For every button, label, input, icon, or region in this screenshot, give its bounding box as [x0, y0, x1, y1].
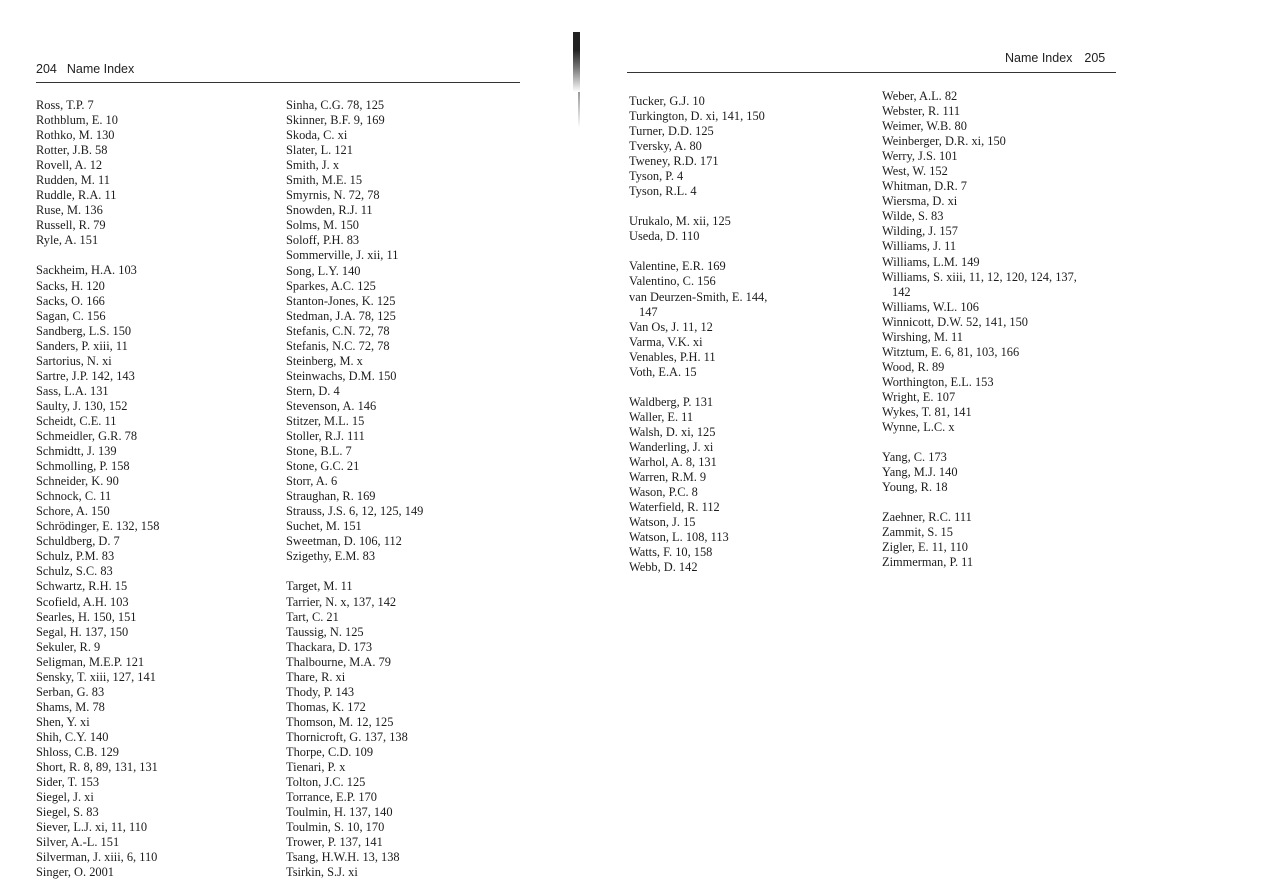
index-entry: Shams, M. 78	[36, 699, 105, 714]
index-letter-group	[36, 263, 159, 880]
index-entry: Yang, C. 173	[882, 450, 947, 465]
index-entry: Schuldberg, D. 7	[36, 534, 120, 549]
index-entry: Zimmerman, P. 11	[882, 555, 974, 570]
index-entry: Warhol, A. 8, 131	[629, 454, 717, 469]
right-page-header	[1005, 51, 1105, 65]
index-letter-group	[36, 98, 159, 248]
index-entry: Tucker, G.J. 10	[629, 94, 705, 108]
index-entry: Webb, D. 142	[629, 560, 698, 575]
index-entry: Thomson, M. 12, 125	[286, 714, 394, 729]
index-entry: Steinwachs, D.M. 150	[286, 368, 397, 383]
index-entry: Whitman, D.R. 7	[882, 179, 968, 194]
index-entry: Thomas, K. 172	[286, 699, 366, 714]
index-entry: Worthington, E.L. 153	[882, 374, 994, 389]
index-entry: Schore, A. 150	[36, 504, 110, 519]
index-entry: West, W. 152	[882, 164, 948, 179]
index-entry: Thornicroft, G. 137, 138	[286, 729, 408, 744]
index-entry: Silverman, J. xiii, 6, 110	[36, 850, 158, 865]
index-entry: Thorpe, C.D. 109	[286, 744, 374, 759]
index-entry: Sekuler, R. 9	[36, 639, 101, 654]
index-entry: Schwartz, R.H. 15	[36, 579, 128, 594]
index-entry: Torrance, E.P. 170	[286, 790, 378, 805]
index-entry: Siegel, S. 83	[36, 805, 99, 820]
index-entry: Sacks, O. 166	[36, 293, 105, 308]
index-entry: Shloss, C.B. 129	[36, 744, 119, 759]
index-entry: Soloff, P.H. 83	[286, 233, 360, 248]
index-entry: van Deurzen-Smith, E. 144,	[629, 289, 768, 304]
index-entry: Segal, H. 137, 150	[36, 624, 129, 639]
index-entry: Trower, P. 137, 141	[286, 835, 383, 850]
index-entry: Watson, J. 15	[629, 515, 696, 530]
index-entry: Schneider, K. 90	[36, 474, 119, 489]
index-entry: Stoller, R.J. 111	[286, 429, 365, 444]
index-entry: Song, L.Y. 140	[286, 263, 361, 278]
index-entry: Stedman, J.A. 78, 125	[286, 308, 396, 323]
index-entry: Tversky, A. 80	[629, 139, 702, 154]
index-entry: Silver, A.-L. 151	[36, 835, 120, 850]
index-letter-group	[286, 98, 423, 564]
index-entry: Rudden, M. 11	[36, 173, 110, 188]
index-entry: Wanderling, J. xi	[629, 439, 714, 454]
index-entry: Wood, R. 89	[882, 359, 945, 374]
index-entry: Wilding, J. 157	[882, 224, 958, 239]
index-entry: Sommerville, J. xii, 11	[286, 248, 399, 263]
index-entry: Schmidtt, J. 139	[36, 444, 117, 459]
index-entry: Searles, H. 150, 151	[36, 609, 137, 624]
index-entry: Straughan, R. 169	[286, 489, 376, 504]
index-letter-group	[882, 89, 1077, 435]
index-entry: Waldberg, P. 131	[629, 394, 714, 409]
index-entry: Tienari, P. x	[286, 760, 346, 775]
index-entry: Russell, R. 79	[36, 218, 106, 233]
index-entry: Wiersma, D. xi	[882, 194, 958, 209]
index-entry: Ruse, M. 136	[36, 203, 103, 218]
index-entry: Shih, C.Y. 140	[36, 729, 109, 744]
index-entry: Stern, D. 4	[286, 383, 340, 398]
index-entry: Smith, M.E. 15	[286, 173, 363, 188]
index-entry: Wilde, S. 83	[882, 209, 944, 224]
index-entry: Wirshing, M. 11	[882, 329, 963, 344]
index-entry: Toulmin, S. 10, 170	[286, 820, 385, 835]
book-gutter-shadow	[578, 92, 580, 128]
index-entry: Suchet, M. 151	[286, 519, 362, 534]
index-entry: Warren, R.M. 9	[629, 470, 707, 485]
index-entry: Tart, C. 21	[286, 609, 339, 624]
index-entry: Young, R. 18	[882, 480, 948, 495]
index-entry: Serban, G. 83	[36, 684, 105, 699]
index-entry: 147	[639, 304, 658, 319]
index-entry: Wright, E. 107	[882, 389, 956, 404]
index-entry: Witztum, E. 6, 81, 103, 166	[882, 344, 1020, 359]
right-header-rule	[627, 72, 1116, 73]
index-entry: Werry, J.S. 101	[882, 149, 958, 164]
index-entry: Stitzer, M.L. 15	[286, 413, 365, 428]
right-running-head: Name Index	[1005, 51, 1073, 65]
index-entry: Storr, A. 6	[286, 474, 338, 489]
index-entry: Shen, Y. xi	[36, 714, 90, 729]
index-entry: Zammit, S. 15	[882, 525, 953, 540]
index-entry: Tsang, H.W.H. 13, 138	[286, 850, 400, 865]
index-entry: Watts, F. 10, 158	[629, 545, 713, 560]
index-entry: Ross, T.P. 7	[36, 98, 94, 112]
index-entry: Sparkes, A.C. 125	[286, 278, 376, 293]
index-entry: Williams, S. xiii, 11, 12, 120, 124, 137,	[882, 269, 1077, 284]
index-entry: Zigler, E. 11, 110	[882, 540, 968, 555]
index-entry: Saulty, J. 130, 152	[36, 398, 128, 413]
index-entry: Schnock, C. 11	[36, 489, 112, 504]
left-column-2	[286, 98, 423, 895]
index-entry: Zaehner, R.C. 111	[882, 510, 972, 525]
left-column-1	[36, 98, 159, 895]
index-entry: Tarrier, N. x, 137, 142	[286, 594, 397, 609]
index-entry: Wynne, L.C. x	[882, 420, 955, 435]
index-entry: Sass, L.A. 131	[36, 383, 109, 398]
index-entry: Schulz, P.M. 83	[36, 549, 115, 564]
index-letter-group	[286, 579, 423, 880]
left-running-head: Name Index	[66, 62, 135, 76]
index-entry: Sweetman, D. 106, 112	[286, 534, 402, 549]
index-entry: Stefanis, N.C. 72, 78	[286, 338, 390, 353]
index-entry: Scofield, A.H. 103	[36, 594, 129, 609]
index-entry: Wykes, T. 81, 141	[882, 404, 972, 419]
index-entry: Turkington, D. xi, 141, 150	[629, 109, 765, 124]
index-entry: Rothblum, E. 10	[36, 113, 118, 128]
index-entry: Sensky, T. xiii, 127, 141	[36, 669, 156, 684]
index-entry: Tyson, P. 4	[629, 169, 684, 184]
index-entry: Tsirkin, S.J. xi	[286, 865, 358, 880]
index-entry: Valentine, E.R. 169	[629, 259, 726, 274]
index-entry: Urukalo, M. xii, 125	[629, 214, 731, 229]
index-entry: Solms, M. 150	[286, 218, 359, 233]
index-entry: Skinner, B.F. 9, 169	[286, 113, 385, 128]
index-entry: Schmeidler, G.R. 78	[36, 428, 138, 443]
index-entry: Sandberg, L.S. 150	[36, 323, 132, 338]
index-entry: Strauss, J.S. 6, 12, 125, 149	[286, 504, 424, 519]
index-entry: Weber, A.L. 82	[882, 89, 958, 103]
index-entry: Venables, P.H. 11	[629, 349, 716, 364]
index-entry: Williams, W.L. 106	[882, 299, 979, 314]
index-entry: Tweney, R.D. 171	[629, 154, 719, 169]
index-entry: Stevenson, A. 146	[286, 398, 377, 413]
index-entry: Sacks, H. 120	[36, 278, 105, 293]
index-letter-group	[882, 510, 1077, 570]
index-letter-group	[629, 395, 767, 576]
index-entry: Rothko, M. 130	[36, 128, 115, 143]
index-entry: Waller, E. 11	[629, 409, 694, 424]
index-entry: Schrödinger, E. 132, 158	[36, 519, 160, 534]
index-entry: Sartre, J.P. 142, 143	[36, 368, 135, 383]
index-entry: Seligman, M.E.P. 121	[36, 654, 145, 669]
index-entry: Sartorius, N. xi	[36, 353, 112, 368]
index-entry: Webster, R. 111	[882, 104, 961, 119]
index-entry: Weinberger, D.R. xi, 150	[882, 134, 1006, 149]
index-entry: Slater, L. 121	[286, 143, 353, 158]
index-entry: Stefanis, C.N. 72, 78	[286, 323, 390, 338]
index-entry: Skoda, C. xi	[286, 128, 348, 143]
index-entry: Winnicott, D.W. 52, 141, 150	[882, 314, 1029, 329]
index-entry: Stanton-Jones, K. 125	[286, 293, 396, 308]
left-page-number: 204	[36, 62, 57, 76]
index-entry: Thody, P. 143	[286, 684, 355, 699]
index-entry: Target, M. 11	[286, 579, 353, 594]
index-entry: Williams, L.M. 149	[882, 254, 980, 269]
index-entry: Watson, L. 108, 113	[629, 530, 729, 545]
index-entry: Sinha, C.G. 78, 125	[286, 98, 385, 112]
index-entry: Weimer, W.B. 80	[882, 119, 967, 134]
index-entry: Thackara, D. 173	[286, 639, 373, 654]
index-letter-group	[882, 450, 1077, 495]
index-entry: Wason, P.C. 8	[629, 485, 698, 500]
index-letter-group	[629, 94, 767, 199]
index-entry: Siegel, J. xi	[36, 790, 94, 805]
index-entry: 142	[892, 284, 911, 299]
index-letter-group	[629, 214, 767, 244]
index-entry: Schmolling, P. 158	[36, 459, 130, 474]
index-entry: Rovell, A. 12	[36, 158, 103, 173]
index-entry: Ruddle, R.A. 11	[36, 188, 117, 203]
index-entry: Short, R. 8, 89, 131, 131	[36, 760, 158, 775]
index-entry: Thalbourne, M.A. 79	[286, 654, 391, 669]
index-entry: Turner, D.D. 125	[629, 124, 714, 139]
index-entry: Stone, G.C. 21	[286, 459, 360, 474]
index-entry: Yang, M.J. 140	[882, 465, 958, 480]
index-entry: Stone, B.L. 7	[286, 444, 352, 459]
index-entry: Sagan, C. 156	[36, 308, 106, 323]
index-entry: Taussig, N. 125	[286, 624, 364, 639]
index-entry: Walsh, D. xi, 125	[629, 424, 716, 439]
index-entry: Smyrnis, N. 72, 78	[286, 188, 380, 203]
index-entry: Sider, T. 153	[36, 775, 100, 790]
index-entry: Snowden, R.J. 11	[286, 203, 373, 218]
index-entry: Useda, D. 110	[629, 229, 700, 244]
index-entry: Thare, R. xi	[286, 669, 346, 684]
index-entry: Singer, O. 2001	[36, 865, 114, 880]
index-entry: Scheidt, C.E. 11	[36, 413, 117, 428]
index-entry: Siever, L.J. xi, 11, 110	[36, 820, 148, 835]
index-entry: Waterfield, R. 112	[629, 500, 720, 515]
index-entry: Valentino, C. 156	[629, 274, 716, 289]
left-page-header	[36, 62, 134, 76]
index-entry: Tolton, J.C. 125	[286, 775, 366, 790]
index-entry: Varma, V.K. xi	[629, 334, 703, 349]
index-letter-group	[629, 259, 767, 379]
index-entry: Tyson, R.L. 4	[629, 184, 697, 199]
index-entry: Williams, J. 11	[882, 239, 957, 254]
index-entry: Van Os, J. 11, 12	[629, 319, 713, 334]
index-entry: Szigethy, E.M. 83	[286, 549, 376, 564]
index-entry: Smith, J. x	[286, 158, 340, 173]
index-entry: Schulz, S.C. 83	[36, 564, 113, 579]
index-entry: Steinberg, M. x	[286, 353, 363, 368]
index-entry: Toulmin, H. 137, 140	[286, 805, 393, 820]
index-entry: Voth, E.A. 15	[629, 364, 697, 379]
index-entry: Ryle, A. 151	[36, 233, 99, 248]
right-page-number: 205	[1084, 51, 1106, 65]
left-header-rule	[36, 82, 520, 83]
book-gutter	[573, 32, 580, 92]
right-column-2	[882, 89, 1077, 585]
index-entry: Sackheim, H.A. 103	[36, 263, 137, 278]
index-entry: Rotter, J.B. 58	[36, 143, 108, 158]
index-entry: Sanders, P. xiii, 11	[36, 338, 128, 353]
right-column-1	[629, 94, 767, 590]
